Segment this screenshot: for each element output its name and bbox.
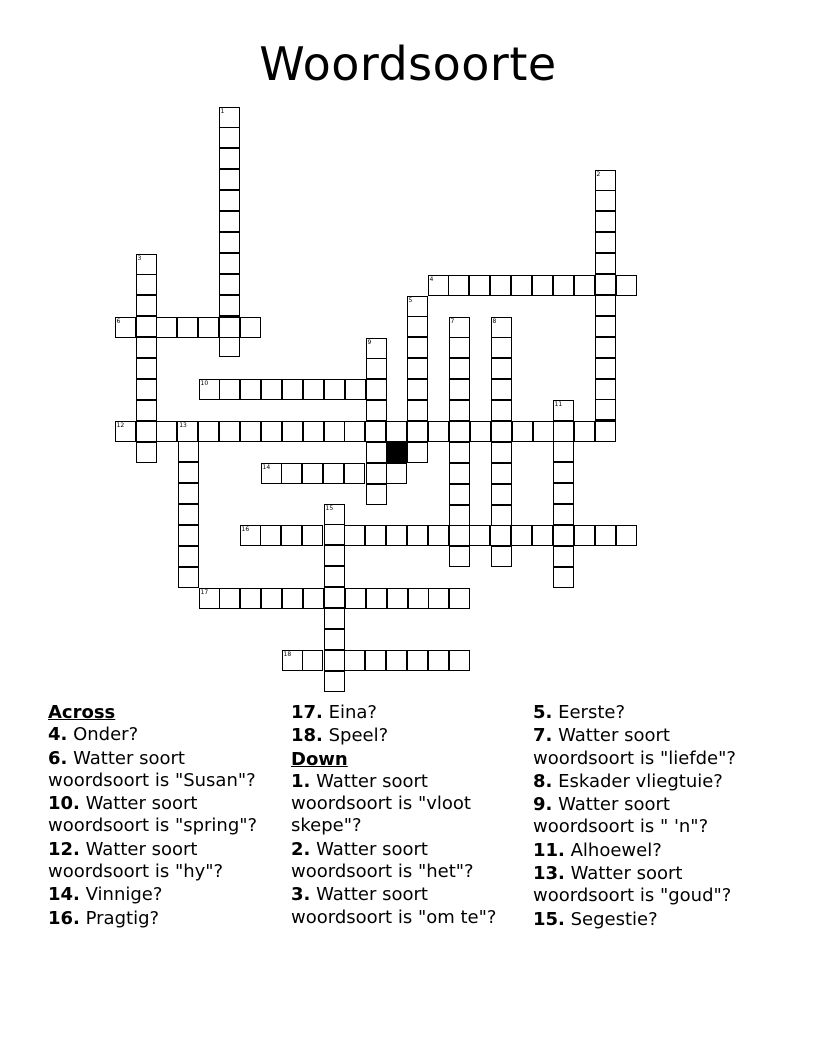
grid-cell[interactable] (553, 275, 574, 296)
grid-cell[interactable] (219, 232, 240, 253)
grid-cell[interactable] (574, 421, 595, 442)
grid-cell[interactable] (553, 525, 574, 546)
grid-cell[interactable] (178, 462, 199, 483)
down-clue-list-continued (533, 702, 773, 931)
grid-cell[interactable] (366, 588, 387, 609)
grid-cell[interactable] (324, 671, 345, 692)
clue-item (533, 909, 773, 931)
clue-item (48, 839, 280, 884)
grid-cell[interactable] (219, 148, 240, 169)
grid-cell[interactable] (407, 337, 428, 358)
grid-cell[interactable] (344, 421, 365, 442)
grid-cell[interactable] (136, 358, 157, 379)
grid-cell[interactable] (449, 337, 470, 358)
clue-number: 11 (554, 400, 563, 408)
grid-cell[interactable] (219, 317, 240, 338)
grid-cell[interactable] (408, 588, 429, 609)
clue-text: Watter soort woordsoort is "goud"? (533, 863, 732, 907)
grid-cell[interactable] (324, 566, 345, 587)
clue-number: 16 (241, 525, 250, 533)
clue-item (291, 839, 525, 884)
grid-cell[interactable] (345, 379, 366, 400)
grid-cell[interactable] (449, 358, 470, 379)
grid-cell[interactable] (178, 567, 199, 588)
grid-cell[interactable] (407, 525, 428, 546)
clue-text: Vinnige? (79, 884, 163, 906)
clue-number: 17. (291, 702, 323, 723)
grid-cell[interactable] (136, 442, 157, 463)
clue-text: Watter soort woordsoort is "vloot skepe"? (291, 770, 471, 837)
clue-number: 17 (200, 588, 209, 596)
grid-cell[interactable] (136, 274, 157, 295)
grid-cell[interactable] (616, 525, 637, 546)
clue-number: 2. (291, 838, 311, 860)
clue-number: 4 (429, 275, 434, 283)
clue-item (48, 748, 280, 793)
grid-cell[interactable] (366, 338, 387, 359)
grid-cell[interactable] (366, 484, 387, 505)
grid-cell[interactable] (449, 505, 470, 526)
grid-cell[interactable] (260, 525, 281, 546)
grid-cell[interactable] (428, 650, 449, 671)
clue-number: 1 (220, 107, 225, 115)
clue-text: Watter soort woordsoort is "hy"? (48, 838, 224, 883)
grid-cell[interactable] (449, 650, 470, 671)
grid-cell[interactable] (282, 379, 303, 400)
grid-cell[interactable] (553, 567, 574, 588)
grid-cell[interactable] (595, 399, 616, 420)
clue-text: Watter soort woordsoort is "Susan"? (48, 747, 256, 791)
grid-cell[interactable] (178, 525, 199, 546)
clues-column-3 (533, 702, 773, 932)
clue-item (533, 725, 773, 770)
grid-cell[interactable] (240, 317, 261, 338)
grid-cell[interactable] (302, 463, 323, 484)
clue-number: 7. (533, 725, 553, 747)
clue-number: 3 (137, 254, 142, 262)
grid-cell[interactable] (219, 274, 240, 295)
grid-cell[interactable] (428, 588, 449, 609)
grid-cell[interactable] (344, 650, 365, 671)
clue-item (48, 724, 280, 746)
grid-cell[interactable] (470, 421, 491, 442)
grid-cell[interactable] (449, 317, 470, 338)
grid-cell[interactable] (595, 253, 616, 274)
clue-number: 1. (291, 770, 311, 792)
clue-text: Eerste? (552, 702, 626, 723)
clue-number: 4. (48, 724, 68, 746)
clue-number: 18 (283, 650, 292, 658)
clue-text: Segestie? (564, 908, 658, 930)
across-clue-list-continued (291, 702, 525, 748)
grid-cell[interactable] (282, 650, 303, 671)
grid-cell[interactable] (449, 463, 470, 484)
clue-text: Watter soort woordsoort is "spring"? (48, 793, 258, 837)
grid-cell[interactable] (449, 421, 470, 442)
grid-cell[interactable] (219, 190, 240, 211)
clue-text: Alhoewel? (564, 839, 662, 861)
grid-cell[interactable] (407, 442, 428, 463)
grid-cell[interactable] (449, 546, 470, 567)
grid-cell[interactable] (199, 588, 220, 609)
grid-cell[interactable] (281, 525, 302, 546)
grid-cell[interactable] (136, 400, 157, 421)
grid-cell[interactable] (449, 525, 470, 546)
clue-number: 10. (48, 793, 80, 815)
grid-cell[interactable] (177, 421, 198, 442)
clue-number: 8 (492, 317, 497, 325)
clue-text: Pragtig? (79, 907, 160, 929)
grid-cell[interactable] (490, 525, 511, 546)
grid-cell[interactable] (324, 524, 345, 545)
grid-cell[interactable] (491, 379, 512, 400)
grid-cell[interactable] (178, 504, 199, 525)
grid-cell[interactable] (303, 379, 324, 400)
clue-number: 13. (533, 863, 565, 885)
grid-cell[interactable] (324, 421, 345, 442)
grid-cell[interactable] (303, 421, 324, 442)
down-heading: Down (291, 748, 348, 770)
grid-cell[interactable] (199, 379, 220, 400)
clue-number: 13 (179, 421, 187, 429)
clue-item (533, 840, 773, 862)
grid-cell[interactable] (324, 545, 345, 566)
grid-cell[interactable] (491, 400, 512, 421)
grid-cell[interactable] (281, 463, 302, 484)
clue-item (533, 863, 773, 908)
clue-number: 6 (116, 317, 121, 325)
grid-cell[interactable] (595, 295, 616, 316)
clue-number: 8. (533, 770, 553, 792)
clue-text: Onder? (67, 724, 139, 746)
grid-cell[interactable] (553, 483, 574, 504)
grid-cell[interactable] (386, 525, 407, 546)
grid-cell[interactable] (136, 421, 157, 442)
grid-cell[interactable] (386, 463, 407, 484)
grid-cell[interactable] (387, 588, 408, 609)
grid-cell[interactable] (553, 421, 574, 442)
grid-cell[interactable] (365, 421, 386, 442)
grid-cell[interactable] (595, 211, 616, 232)
grid-cell[interactable] (261, 463, 282, 484)
grid-cell[interactable] (491, 442, 512, 463)
grid-cell[interactable] (324, 504, 345, 525)
grid-cell[interactable] (219, 336, 240, 357)
grid-cell[interactable] (324, 629, 345, 650)
grid-cell[interactable] (282, 421, 303, 442)
grid-cell[interactable] (344, 525, 365, 546)
grid-cell[interactable] (302, 525, 323, 546)
grid-cell[interactable] (240, 588, 261, 609)
clue-item (48, 793, 280, 838)
clue-item (291, 725, 525, 747)
grid-cell[interactable] (511, 275, 532, 296)
grid-cell[interactable] (595, 190, 616, 211)
across-clue-list (48, 724, 280, 930)
grid-cell[interactable] (595, 525, 616, 546)
grid-cell[interactable] (428, 525, 449, 546)
grid-cell[interactable] (178, 441, 199, 462)
grid-cell[interactable] (407, 379, 428, 400)
grid-cell[interactable] (365, 650, 386, 671)
grid-cell[interactable] (115, 317, 136, 338)
clue-text: Watter soort woordsoort is "liefde"? (533, 725, 736, 769)
grid-cell[interactable] (511, 525, 532, 546)
grid-cell[interactable] (324, 587, 345, 608)
grid-cell[interactable] (595, 274, 616, 295)
grid-cell[interactable] (553, 462, 574, 483)
grid-cell[interactable] (491, 546, 512, 567)
clue-number: 11. (533, 839, 565, 861)
grid-cell[interactable] (469, 525, 490, 546)
grid-cell[interactable] (366, 379, 387, 400)
grid-cell[interactable] (303, 588, 324, 609)
grid-cell[interactable] (595, 421, 616, 442)
grid-cell[interactable] (491, 358, 512, 379)
grid-cell[interactable] (345, 588, 366, 609)
clue-number: 18. (291, 725, 323, 747)
grid-cell[interactable] (366, 400, 387, 421)
clue-item (533, 794, 773, 839)
grid-cell[interactable] (240, 525, 261, 546)
grid-cell[interactable] (366, 358, 387, 379)
grid-cell[interactable] (115, 421, 136, 442)
grid-cell[interactable] (282, 588, 303, 609)
clue-number: 6. (48, 747, 68, 769)
clue-number: 16. (48, 907, 80, 929)
grid-cell[interactable] (178, 546, 199, 567)
clue-item (48, 908, 280, 930)
grid-cell[interactable] (407, 358, 428, 379)
clue-item (291, 771, 525, 838)
grid-cell[interactable] (428, 275, 449, 296)
grid-cell[interactable] (198, 317, 219, 338)
clue-number: 5 (408, 296, 413, 304)
grid-cell[interactable] (595, 316, 616, 337)
grid-cell[interactable] (595, 379, 616, 400)
clues-column-2 (291, 702, 525, 930)
grid-cell[interactable] (365, 525, 386, 546)
grid-cell[interactable] (324, 379, 345, 400)
clue-number: 9. (533, 794, 553, 816)
grid-cell[interactable] (261, 379, 282, 400)
grid-cell[interactable] (219, 127, 240, 148)
black-cell (386, 442, 407, 463)
clue-number: 12 (116, 421, 125, 429)
across-heading: Across (48, 702, 116, 723)
grid-cell[interactable] (156, 421, 177, 442)
grid-cell[interactable] (491, 505, 512, 526)
grid-cell[interactable] (595, 232, 616, 253)
grid-cell[interactable] (156, 317, 177, 338)
clue-number: 14 (262, 463, 271, 471)
grid-cell[interactable] (136, 337, 157, 358)
clue-text: Eskader vliegtuie? (552, 770, 723, 792)
grid-cell[interactable] (491, 337, 512, 358)
grid-cell[interactable] (219, 379, 240, 400)
grid-cell[interactable] (366, 442, 387, 463)
grid-cell[interactable] (324, 608, 345, 629)
clue-text: Eina? (322, 702, 377, 723)
clue-number: 14. (48, 884, 80, 906)
grid-cell[interactable] (574, 275, 595, 296)
grid-cell[interactable] (323, 463, 344, 484)
clue-number: 2 (596, 170, 601, 178)
grid-cell[interactable] (366, 463, 387, 484)
grid-cell[interactable] (407, 421, 428, 442)
down-clue-list (291, 771, 525, 929)
grid-cell[interactable] (407, 296, 428, 317)
grid-cell[interactable] (219, 107, 240, 128)
grid-cell[interactable] (261, 588, 282, 609)
grid-cell[interactable] (261, 421, 282, 442)
clue-number: 5. (533, 702, 553, 723)
grid-cell[interactable] (344, 463, 365, 484)
grid-cell[interactable] (386, 421, 407, 442)
grid-cell[interactable] (490, 275, 511, 296)
grid-cell[interactable] (407, 400, 428, 421)
grid-cell[interactable] (324, 650, 345, 671)
clue-number: 9 (367, 338, 372, 346)
grid-cell[interactable] (553, 441, 574, 462)
grid-cell[interactable] (449, 442, 470, 463)
grid-cell[interactable] (553, 400, 574, 421)
grid-cell[interactable] (177, 317, 198, 338)
clue-text: Watter soort woordsoort is "het"? (291, 838, 474, 883)
grid-cell[interactable] (407, 316, 428, 337)
grid-cell[interactable] (240, 421, 261, 442)
grid-cell[interactable] (219, 211, 240, 232)
grid-cell[interactable] (491, 421, 512, 442)
grid-cell[interactable] (595, 170, 616, 191)
clue-text: Watter soort woordsoort is "om te"? (291, 884, 497, 928)
grid-cell[interactable] (178, 483, 199, 504)
grid-cell[interactable] (219, 169, 240, 190)
grid-cell[interactable] (386, 650, 407, 671)
grid-cell[interactable] (533, 421, 554, 442)
grid-cell[interactable] (407, 650, 428, 671)
grid-cell[interactable] (532, 525, 553, 546)
grid-cell[interactable] (219, 421, 240, 442)
grid-cell[interactable] (136, 316, 157, 337)
grid-cell[interactable] (449, 588, 470, 609)
grid-cell[interactable] (595, 337, 616, 358)
grid-cell[interactable] (491, 484, 512, 505)
clue-number: 15. (533, 908, 565, 930)
grid-cell[interactable] (448, 275, 469, 296)
clue-text: Speel? (322, 725, 389, 747)
clue-item (533, 702, 773, 724)
clue-text: Watter soort woordsoort is " 'n"? (533, 794, 709, 838)
clue-number: 12. (48, 838, 80, 860)
clue-number: 3. (291, 884, 311, 906)
grid-cell[interactable] (302, 650, 323, 671)
grid-cell[interactable] (553, 504, 574, 525)
clue-item (533, 771, 773, 793)
clue-item (291, 884, 525, 929)
grid-cell[interactable] (512, 421, 533, 442)
grid-cell[interactable] (616, 275, 637, 296)
grid-cell[interactable] (136, 254, 157, 275)
clue-number: 15 (325, 504, 334, 512)
clue-number: 7 (450, 317, 455, 325)
grid-cell[interactable] (136, 295, 157, 316)
grid-cell[interactable] (428, 421, 449, 442)
grid-cell[interactable] (449, 400, 470, 421)
clue-item (291, 702, 525, 724)
grid-cell[interactable] (491, 463, 512, 484)
grid-cell[interactable] (491, 317, 512, 338)
clue-number: 10 (200, 379, 209, 387)
grid-cell[interactable] (532, 275, 553, 296)
clue-item (48, 884, 280, 906)
grid-cell[interactable] (198, 421, 219, 442)
clues-column-1 (48, 702, 280, 931)
grid-cell[interactable] (219, 295, 240, 316)
grid-cell[interactable] (449, 379, 470, 400)
grid-cell[interactable] (219, 588, 240, 609)
grid-cell[interactable] (219, 253, 240, 274)
page-title: Woordsoorte (259, 37, 557, 91)
grid-cell[interactable] (469, 275, 490, 296)
grid-cell[interactable] (574, 525, 595, 546)
grid-cell[interactable] (553, 546, 574, 567)
grid-cell[interactable] (449, 484, 470, 505)
grid-cell[interactable] (136, 379, 157, 400)
grid-cell[interactable] (595, 358, 616, 379)
grid-cell[interactable] (240, 379, 261, 400)
